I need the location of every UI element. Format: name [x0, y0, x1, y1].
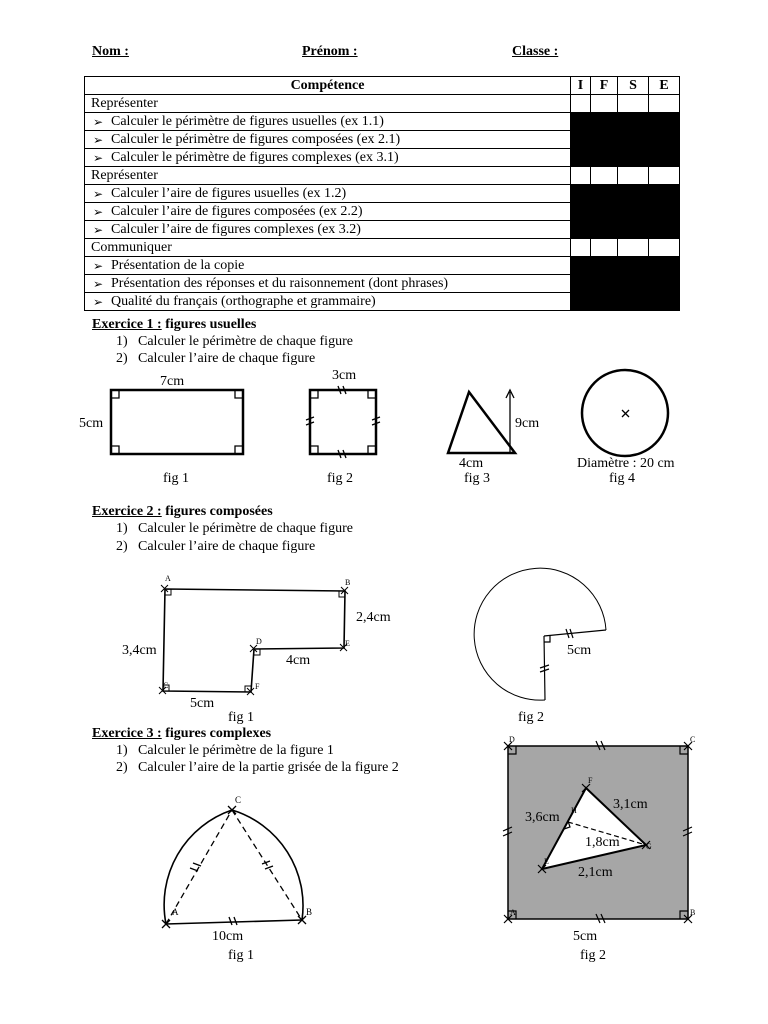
- pt-a: A: [172, 907, 179, 917]
- blackout-cell: [571, 113, 680, 167]
- fig4-diameter-label: Diamètre : 20 cm: [577, 456, 675, 471]
- fig3-base-label: 4cm: [459, 456, 484, 471]
- fig2-1-side-b: 3,4cm: [122, 643, 157, 658]
- ex3-q1: 1): [116, 743, 128, 758]
- competence-item: ➢ Calculer le périmètre de figures complexes (ex 3.1): [85, 149, 571, 167]
- ex1-title: [92, 317, 256, 333]
- ex3-q2: 2): [116, 760, 128, 775]
- square-shape: [310, 390, 376, 454]
- ex2-q2-text: Calculer l’aire de chaque figure: [138, 539, 316, 554]
- table-head-i: I: [571, 77, 591, 95]
- ex3-fig2-caption: fig 2: [580, 948, 607, 963]
- ex1-q1-text: Calculer le périmètre de chaque figure: [138, 334, 353, 349]
- fig2-side-label: 3cm: [332, 368, 357, 383]
- ex2-q1: 1): [116, 521, 128, 536]
- fig1-width-label: 7cm: [160, 374, 185, 389]
- competence-item: ➢ Calculer l’aire de figures usuelles (ex 1.2): [85, 185, 571, 203]
- pt-f: F: [255, 682, 260, 691]
- competence-item: ➢ Calculer l’aire de figures composées (ex 2.2): [85, 203, 571, 221]
- fig3-caption: fig 3: [464, 471, 491, 486]
- grade-cell[interactable]: [618, 95, 649, 113]
- competence-item: ➢ Calculer le périmètre de figures composées (ex 2.1): [85, 131, 571, 149]
- table-row: [85, 185, 680, 203]
- pt-a: A: [165, 574, 171, 583]
- ex2-label: Exercice 2 :: [92, 504, 162, 519]
- table-head-row: [85, 77, 680, 95]
- grade-cell[interactable]: [618, 239, 649, 257]
- grade-cell[interactable]: [571, 239, 591, 257]
- pt-d: D: [256, 637, 262, 646]
- prenom-label: Prénom :: [302, 44, 358, 59]
- pacman-arc: [474, 568, 606, 700]
- fig4-caption: fig 4: [609, 471, 636, 486]
- fig3-height-label: 9cm: [515, 416, 540, 431]
- grade-cell[interactable]: [649, 95, 680, 113]
- ex3-q1-text: Calculer le périmètre de la figure 1: [138, 743, 334, 758]
- triangle-shape: [448, 392, 515, 453]
- ex2-fig2-caption: fig 2: [518, 710, 545, 725]
- table-row: [85, 257, 680, 275]
- ex2-q1-text: Calculer le périmètre de chaque figure: [138, 521, 353, 536]
- fig2-1-side-c: 4cm: [286, 653, 311, 668]
- table-head-f: F: [591, 77, 618, 95]
- competence-item: ➢ Calculer l’aire de figures complexes (ex 3.2): [85, 221, 571, 239]
- pt-d: D: [509, 735, 515, 744]
- blackout-cell: [571, 185, 680, 239]
- ex3-fig2-side-c: 1,8cm: [585, 835, 620, 850]
- pt-c: C: [690, 735, 696, 744]
- competence-table: [84, 76, 680, 311]
- base-segment: [166, 920, 302, 924]
- competence-item: ➢ Présentation de la copie: [85, 257, 571, 275]
- fig2-1-side-a: 2,4cm: [356, 610, 391, 625]
- ex1-q1: 1): [116, 334, 128, 349]
- grade-cell[interactable]: [571, 95, 591, 113]
- pt-e: E: [544, 857, 549, 866]
- table-row: [85, 113, 680, 131]
- grade-cell[interactable]: [649, 239, 680, 257]
- rectangle-shape: [111, 390, 243, 454]
- group-title: Communiquer: [85, 239, 571, 257]
- grade-cell[interactable]: [591, 167, 618, 185]
- pt-e: E: [345, 639, 350, 648]
- fig2-1-side-d: 5cm: [190, 696, 215, 711]
- classe-label: Classe :: [512, 44, 559, 59]
- ex2-q2: 2): [116, 539, 128, 554]
- table-head-competence: Compétence: [85, 77, 571, 95]
- competence-item: ➢ Présentation des réponses et du raisonnement (dont phrases): [85, 275, 571, 293]
- table-row: [85, 239, 680, 257]
- nom-label: Nom :: [92, 44, 129, 59]
- ex1-label: Exercice 1 :: [92, 317, 162, 332]
- ex1-q2: 2): [116, 351, 128, 366]
- table-row: [85, 167, 680, 185]
- group-title: Représenter: [85, 167, 571, 185]
- ex1-subtitle: figures usuelles: [161, 317, 257, 332]
- grade-cell[interactable]: [571, 167, 591, 185]
- fig2-caption: fig 2: [327, 471, 354, 486]
- pt-a: A: [510, 908, 516, 917]
- ex3-subtitle: figures complexes: [161, 726, 272, 741]
- ex2-subtitle: figures composées: [161, 504, 273, 519]
- pt-g: G: [646, 842, 652, 851]
- grade-cell[interactable]: [618, 167, 649, 185]
- pt-h: H: [571, 806, 577, 815]
- grade-cell[interactable]: [591, 95, 618, 113]
- ex1-figures: [0, 360, 768, 490]
- competence-item: ➢ Qualité du français (orthographe et grammaire): [85, 293, 571, 311]
- ex1-q2-text: Calculer l’aire de chaque figure: [138, 351, 316, 366]
- pt-b: B: [345, 578, 351, 587]
- ex3-fig2-side-b: 3,1cm: [613, 797, 648, 812]
- ex3-fig2-side-d: 2,1cm: [578, 865, 613, 880]
- ex2-figures: [0, 560, 768, 730]
- blackout-cell: [571, 257, 680, 311]
- ex3-fig2-side: 5cm: [573, 929, 598, 944]
- pt-c: C: [163, 681, 169, 690]
- ex3-q2-text: Calculer l’aire de la partie grisée de la figure 2: [138, 760, 399, 775]
- competence-item: ➢ Calculer le périmètre de figures usuelles (ex 1.1): [85, 113, 571, 131]
- grade-cell[interactable]: [649, 167, 680, 185]
- group-title: Représenter: [85, 95, 571, 113]
- table-head-e: E: [649, 77, 680, 95]
- ex3-fig2-side-a: 3,6cm: [525, 810, 560, 825]
- fig1-caption: fig 1: [163, 471, 190, 486]
- ex3-figures: [0, 730, 768, 970]
- ex3-label: Exercice 3 :: [92, 726, 162, 741]
- fig1-height-label: 5cm: [79, 416, 104, 431]
- pt-f: F: [588, 776, 593, 785]
- ex2-title: [92, 504, 273, 520]
- pt-c: C: [235, 795, 242, 805]
- pt-b: B: [690, 908, 696, 917]
- grade-cell[interactable]: [591, 239, 618, 257]
- ex3-fig1-caption: fig 1: [228, 948, 255, 963]
- pt-b: B: [306, 907, 313, 917]
- table-head-s: S: [618, 77, 649, 95]
- ex2-fig2-radius: 5cm: [567, 643, 592, 658]
- ex3-fig1-base: 10cm: [212, 929, 244, 944]
- ex2-fig1-caption: fig 1: [228, 710, 255, 725]
- composed-polygon: [163, 589, 345, 692]
- outer-arc: [164, 810, 303, 924]
- table-row: [85, 95, 680, 113]
